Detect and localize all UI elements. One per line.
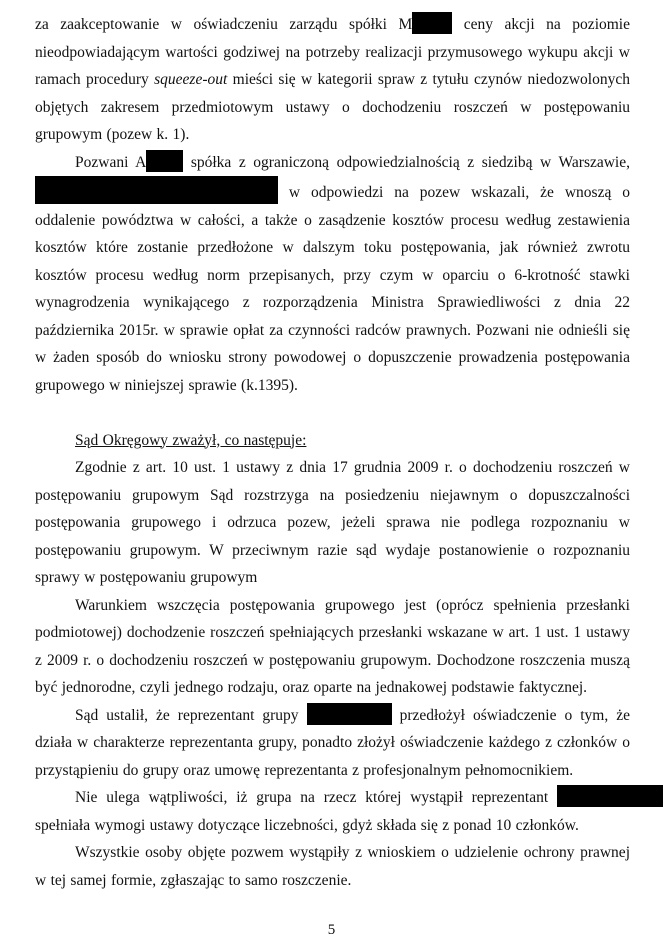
redaction-box bbox=[307, 703, 392, 725]
redaction-box bbox=[146, 150, 183, 172]
redaction-box bbox=[557, 785, 663, 807]
text-segment: mieści się w kategorii spraw z tytułu czynów niedozwolonych objętych zakresem przedmiotowym ustawy o dochodzeniu roszczeń w postępowaniu grupowym (pozew k. 1). bbox=[35, 71, 630, 143]
section-heading bbox=[35, 427, 630, 455]
redaction-box bbox=[35, 176, 278, 204]
paragraph bbox=[35, 454, 630, 592]
text-segment: Wszystkie osoby objęte pozwem wystąpiły z wnioskiem o udzielenie ochrony prawnej w tej samej formie, zgłaszając to samo roszczenie. bbox=[35, 844, 630, 889]
text-segment: Nie ulega wątpliwości, iż grupa na rzecz której wystąpił reprezentant bbox=[75, 789, 557, 806]
text-segment: Warunkiem wszczęcia postępowania grupowego jest (oprócz spełnienia przesłanki podmiotowej) dochodzenie roszczeń spełniających przesłanki wskazane w art. 1 ust. 1 ustawy z 2009 r. o dochodzeniu roszczeń w postępowaniu grupowym. Dochodzone roszczenia muszą być jednorodne, czyli jednego rodzaju, oraz oparte na jednakowej podstawie faktycznej. bbox=[35, 596, 630, 696]
text-segment: Pozwani A bbox=[75, 153, 147, 171]
page-number: 5 bbox=[327, 922, 336, 938]
paragraph bbox=[35, 149, 630, 400]
text-segment: w odpowiedzi na pozew wskazali, że wnoszą o oddalenie powództwa w całości, a także o zasądzenie kosztów procesu według zestawienia kosztów które zostanie przedłożone w dalszym toku postępowania, jak również zwrotu kosztów procesu według norm przepisanych, przy czym w oparciu o 6-krotność stawki wynagrodzenia wynikającego z rozporządzenia Ministra Sprawiedliwości z dnia 22 października 2015r. w sprawie opłat za czynności radców prawnych. Pozwani nie odnieśli się w żaden sposób do wniosku strony powodowej o dopuszczenie prowadzenia postępowania grupowego w niniejszej sprawie (k.1395). bbox=[35, 184, 630, 394]
paragraph bbox=[35, 11, 630, 149]
text-segment: ceny akcji na poziomie nieodpowiadającym wartości godziwej na potrzeby realizacji przymusowego wykupu akcji w ramach procedury bbox=[35, 16, 630, 88]
paragraph bbox=[35, 592, 630, 702]
paragraph bbox=[35, 702, 630, 785]
text-segment: za zaakceptowanie w oświadczeniu zarządu spółki M bbox=[35, 16, 413, 33]
text-segment: Zgodnie z art. 10 ust. 1 ustawy z dnia 17 grudnia 2009 r. o dochodzeniu roszczeń w postępowaniu grupowym Sąd rozstrzyga na posiedzeniu niejawnym o dopuszczalności postępowania grupowego i odrzuca pozew, jeżeli sprawa nie podlega rozpoznaniu w postępowaniu grupowym. W przeciwnym razie sąd wydaje postanowienie o rozpoznaniu sprawy w postępowaniu grupowym bbox=[35, 459, 630, 586]
text-segment: spełniała wymogi ustawy dotyczące liczebności, gdyż składa się z ponad 10 członków. bbox=[35, 816, 579, 834]
underlined-heading-text: Sąd Okręgowy zważył, co następuje: bbox=[75, 431, 307, 449]
paragraph bbox=[35, 839, 630, 894]
paragraph bbox=[35, 784, 630, 839]
text-segment: przedłożył oświadczenie o tym, że działa w charakterze reprezentanta grupy, ponadto złożył oświadczenie każdego z członków o przystąpieniu do grupy oraz umowę reprezentanta z profesjonalnym pełnomocnikiem. bbox=[35, 706, 630, 779]
text-segment: Sąd ustalił, że reprezentant grupy bbox=[75, 706, 307, 724]
text-segment: spółka z ograniczoną odpowiedzialnością z siedzibą w Warszawie, bbox=[183, 153, 630, 171]
page-footer bbox=[0, 922, 663, 939]
italic-term: squeeze-out bbox=[154, 71, 228, 88]
document-body bbox=[35, 11, 630, 894]
redaction-box bbox=[412, 12, 452, 34]
